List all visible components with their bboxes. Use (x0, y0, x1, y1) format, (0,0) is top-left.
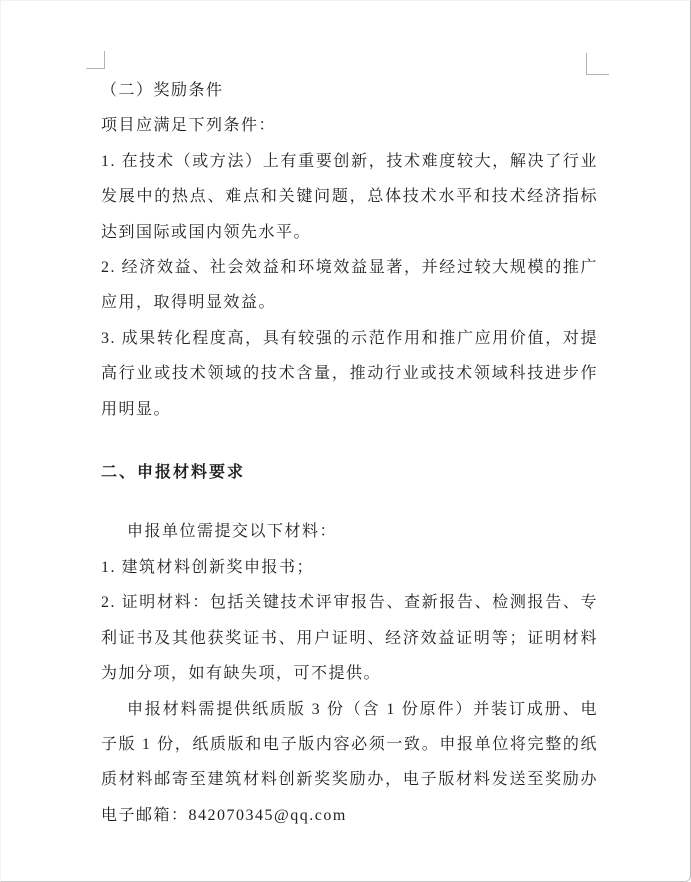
email-address: 842070345@qq.com (188, 806, 347, 824)
material-item-2: 2. 证明材料：包括关键技术评审报告、查新报告、检测报告、专利证书及其他获奖证书、用户证明、经济效益证明等；证明材料为加分项，如有缺失项，可不提供。 (101, 594, 598, 683)
document-body (101, 73, 598, 833)
award-condition-item-2: 2. 经济效益、社会效益和环境效益显著，并经过较大规模的推广应用，取得明显效益。 (101, 259, 598, 312)
submission-note (101, 692, 598, 834)
submission-note-text: 申报材料需提供纸质版 3 份（含 1 份原件）并装订成册、电子版 1 份，纸质版和电子版内容必须一致。申报单位将完整的纸质材料邮寄至建筑材料创新奖奖励办，电子版材料发送至奖励办电子邮箱： (101, 700, 598, 824)
award-condition-item-1: 1. 在技术（或方法）上有重要创新，技术难度较大，解决了行业发展中的热点、难点和关键问题，总体技术水平和技术经济指标达到国际或国内领先水平。 (101, 152, 598, 241)
award-conditions-intro: 项目应满足下列条件： (101, 117, 277, 135)
materials-section-heading: 二、申报材料要求 (101, 464, 246, 482)
margin-crop-mark-top-right (586, 53, 609, 75)
material-item-1: 1. 建筑材料创新奖申报书； (101, 558, 315, 576)
margin-crop-mark-top-left (86, 51, 105, 69)
award-condition-item-3: 3. 成果转化程度高，具有较强的示范作用和推广应用价值，对提高行业或技术领域的技术含量，推动行业或技术领域科技进步作用明显。 (101, 329, 598, 418)
materials-intro: 申报单位需提交以下材料： (127, 523, 338, 541)
award-conditions-subheading: （二）奖励条件 (101, 82, 224, 99)
